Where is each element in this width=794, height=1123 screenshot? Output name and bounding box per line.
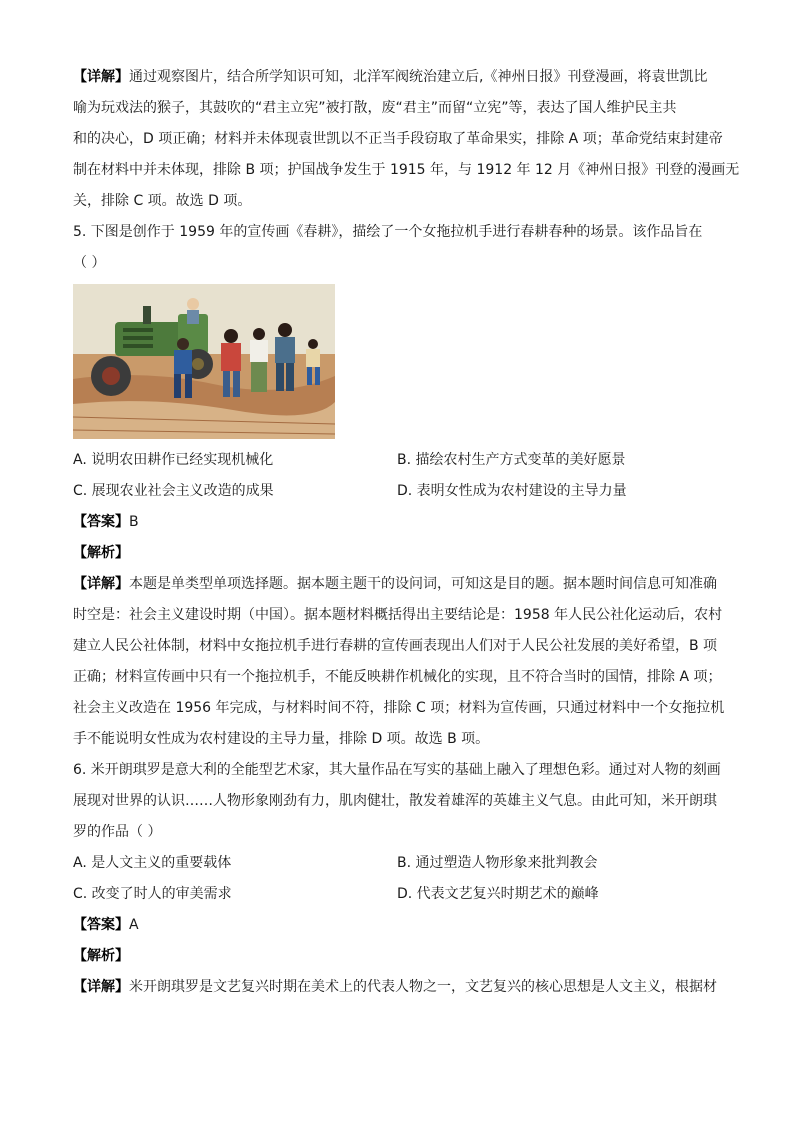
explanation-label: 【详解】	[73, 576, 129, 592]
option-b[interactable]: B. 描绘农村生产方式变革的美好愿景	[397, 452, 626, 468]
option-b[interactable]: B. 通过塑造人物形象来批判教会	[397, 855, 598, 871]
answer-label: 【答案】	[73, 514, 129, 530]
question-stem: 6. 米开朗琪罗是意大利的全能型艺术家，其大量作品在写实的基础上融入了理想色彩。通过对人物的刻画	[73, 762, 721, 778]
q6-answer-block	[73, 910, 729, 1003]
option-d[interactable]: D. 代表文艺复兴时期艺术的巅峰	[397, 886, 599, 902]
explanation-text: 关，排除 C 项。故选 D 项。	[73, 193, 252, 209]
explanation-text: 手不能说明女性成为农村建设的主导力量，排除 D 项。故选 B 项。	[73, 731, 490, 747]
analysis-label: 【解析】	[73, 948, 129, 964]
option-c[interactable]: C. 改变了时人的审美需求	[73, 886, 232, 902]
q6-options	[73, 848, 729, 910]
answer-label: 【答案】	[73, 917, 129, 933]
explanation-text: 正确；材料宣传画中只有一个拖拉机手，不能反映耕作机械化的实现，且不符合当时的国情，排除 A 项；	[73, 669, 722, 685]
q5-options	[73, 445, 729, 507]
explanation-text: 通过观察图片，结合所学知识可知，北洋军阀统治建立后,《神州日报》刊登漫画，将袁世凯比	[129, 69, 708, 85]
question-stem: 罗的作品（ ）	[73, 824, 162, 840]
question-5	[73, 217, 729, 279]
explanation-text: 社会主义改造在 1956 年完成，与材料时间不符，排除 C 项；材料为宣传画，只通过材料中一个女拖拉机	[73, 700, 725, 716]
question-stem: 展现对世界的认识……人物形象刚劲有力，肌肉健壮，散发着雄浑的英雄主义气息。由此可知，米开朗琪	[73, 793, 717, 809]
option-d[interactable]: D. 表明女性成为农村建设的主导力量	[397, 483, 627, 499]
prev-explanation	[73, 62, 740, 217]
option-c[interactable]: C. 展现农业社会主义改造的成果	[73, 483, 274, 499]
document-page	[73, 62, 740, 1003]
analysis-label: 【解析】	[73, 545, 129, 561]
answer-value: B	[129, 514, 139, 530]
explanation-label: 【详解】	[73, 69, 129, 85]
question-stem: 5. 下图是创作于 1959 年的宣传画《春耕》，描绘了一个女拖拉机手进行春耕春种的场景。该作品旨在	[73, 224, 703, 240]
answer-value: A	[129, 917, 139, 933]
explanation-label: 【详解】	[73, 979, 129, 995]
q5-answer-block	[73, 507, 729, 755]
explanation-text: 本题是单类型单项选择题。据本题主题干的设问词，可知这是目的题。据本题时间信息可知准确	[129, 576, 717, 592]
option-a[interactable]: A. 说明农田耕作已经实现机械化	[73, 452, 274, 468]
explanation-text: 喻为玩戏法的猴子，其鼓吹的“君主立宪”被打散，废“君主”而留“立宪”等，表达了国人维护民主共	[73, 100, 677, 116]
question-6	[73, 755, 729, 848]
explanation-text: 时空是：社会主义建设时期（中国）。据本题材料概括得出主要结论是：1958 年人民公社化运动后，农村	[73, 607, 723, 623]
explanation-text: 米开朗琪罗是文艺复兴时期在美术上的代表人物之一，文艺复兴的核心思想是人文主义，根据材	[129, 979, 717, 995]
answer-blank: （ ）	[73, 255, 106, 271]
option-a[interactable]: A. 是人文主义的重要载体	[73, 855, 232, 871]
explanation-text: 建立人民公社体制，材料中女拖拉机手进行春耕的宣传画表现出人们对于人民公社发展的美好希望，B 项	[73, 638, 718, 654]
explanation-text: 和的决心，D 项正确；材料并未体现袁世凯以不正当手段窃取了革命果实，排除 A 项；革命党结束封建帝	[73, 131, 723, 147]
explanation-text: 制在材料中并未体现，排除 B 项；护国战争发生于 1915 年，与 1912 年 12 月《神州日报》刊登的漫画无	[73, 162, 740, 178]
spring-ploughing-painting-image	[73, 284, 335, 439]
